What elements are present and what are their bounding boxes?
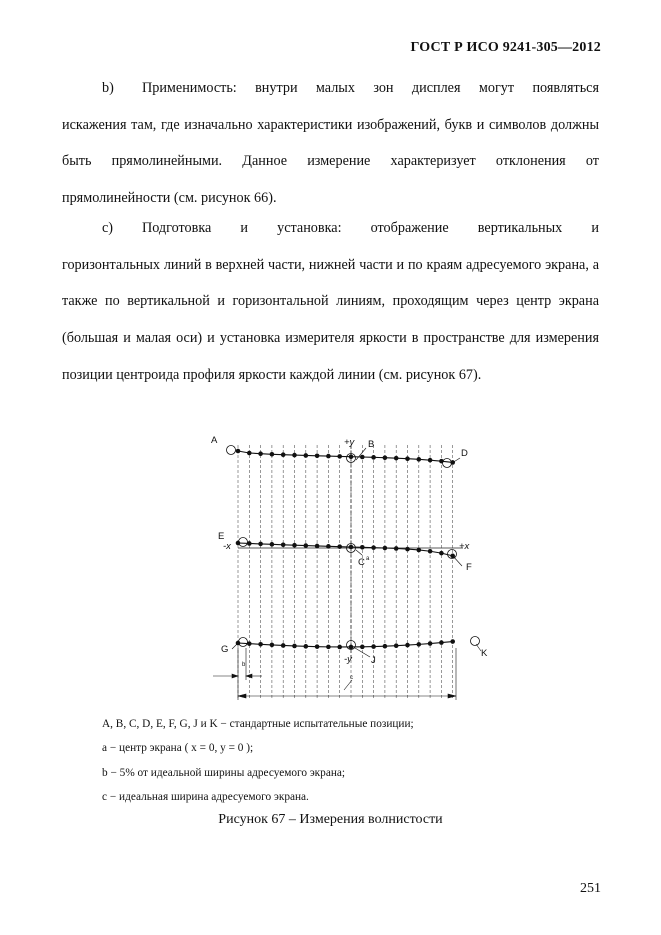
marker-a (227, 446, 236, 455)
document-header: ГОСТ Р ИСО 9241-305—2012 (410, 40, 601, 55)
curve-bottom (236, 639, 455, 649)
c-arrow-right (448, 694, 456, 698)
bottom-curve-point (439, 640, 444, 645)
top-curve-point (281, 452, 286, 457)
bottom-curve-point (360, 645, 365, 650)
middle-curve-point (439, 551, 444, 556)
top-curve-point (349, 454, 354, 459)
paragraph-c-marker: c) (102, 220, 114, 236)
top-curve-point (394, 456, 399, 461)
top-curve-point (371, 455, 376, 460)
top-curve-point (405, 456, 410, 461)
legend-line-4: c − идеальная ширина адресуемого экрана. (102, 791, 309, 803)
top-curve-point (337, 454, 342, 459)
label-c: C (358, 557, 365, 568)
figure-67 (0, 430, 661, 710)
middle-curve-point (417, 548, 422, 553)
label-b: B (368, 439, 375, 450)
paragraph-c (62, 210, 599, 394)
label-g: G (221, 644, 229, 655)
middle-curve-point (383, 546, 388, 551)
middle-curve-point (337, 544, 342, 549)
label-b-dimension: b (242, 662, 246, 668)
paragraph-b-first-line: Применимость: внутри малых зон дисплея могут появляться (142, 80, 599, 96)
middle-curve-point (270, 542, 275, 547)
bottom-curve-point (281, 643, 286, 648)
top-curve-point (417, 457, 422, 462)
label-e: E (218, 531, 225, 542)
bottom-curve-point (326, 645, 331, 650)
middle-curve-point (304, 543, 309, 548)
top-curve-point (304, 453, 309, 458)
bottom-curve-point (383, 644, 388, 649)
top-curve-point (383, 455, 388, 460)
label-minus-x: -x (223, 541, 231, 552)
curve-middle (236, 541, 455, 558)
legend-line-3: b − 5% от идеальной ширины адресуемого экрана; (102, 767, 346, 779)
middle-curve-point (394, 546, 399, 551)
bottom-curve-point (315, 644, 320, 649)
middle-curve-point (258, 542, 263, 547)
bottom-curve-point (405, 643, 410, 648)
label-d: D (461, 448, 468, 459)
label-c-dimension: c (350, 675, 353, 681)
figure-caption: Рисунок 67 – Измерения волнистости (218, 812, 443, 827)
middle-curve-point (315, 544, 320, 549)
bottom-curve-point (394, 643, 399, 648)
paragraph-c-body: горизонтальных линий в верхней части, нижней части и по краям адресуемого экрана, а также по вертикальной и горизонтальной линиям, проходящим через центр экрана (большая и малая оси) и установка измерителя яркости в пространстве для измерения позиции центроида профиля яркости каждой линии (см. рисунок 67). (62, 256, 599, 383)
marker-d (443, 459, 452, 468)
middle-curve-point (292, 543, 297, 548)
top-curve-point (270, 452, 275, 457)
paragraph-b (62, 70, 599, 217)
bottom-curve-point (417, 642, 422, 647)
bottom-curve-point (270, 643, 275, 648)
marker-k (471, 637, 480, 646)
middle-curve-point (281, 542, 286, 547)
bottom-curve-point (258, 642, 263, 647)
leader-lines (232, 448, 481, 657)
middle-curve-point (428, 549, 433, 554)
top-curve-point (258, 451, 263, 456)
waviness-diagram (0, 430, 661, 710)
paragraph-b-body: искажения там, где изначально характеристики изображений, букв и символов должны быть прямолинейными. Данное измерение характеризует отклонения от прямолинейности (см. рисунок 66). (62, 116, 599, 207)
top-curve-point (247, 451, 252, 456)
label-f: F (466, 562, 472, 573)
bottom-curve-point (371, 644, 376, 649)
middle-curve-point (405, 547, 410, 552)
top-curve-point (236, 449, 241, 454)
bottom-curve-point (337, 645, 342, 650)
top-curve-point (292, 453, 297, 458)
b-arrow-left (232, 674, 238, 678)
label-a: A (211, 435, 218, 446)
legend-line-2: a − центр экрана ( x = 0, y = 0 ); (102, 742, 254, 754)
bottom-curve-point (450, 639, 455, 644)
legend-line-1: A, B, C, D, E, F, G, J и K − стандартные испытательные позиции; (102, 718, 414, 730)
middle-curve-point (349, 545, 354, 550)
middle-curve-point (360, 545, 365, 550)
label-plus-y: +y (344, 437, 355, 448)
bottom-curve-point (292, 644, 297, 649)
top-curve-point (428, 458, 433, 463)
middle-curve-point (326, 544, 331, 549)
label-plus-x: +x (459, 541, 470, 552)
top-curve-point (360, 455, 365, 460)
label-c-superscript: a (366, 556, 370, 562)
label-minus-y: -y (344, 654, 352, 665)
top-curve-point (326, 454, 331, 459)
paragraph-c-first-line: Подготовка и установка: отображение вертикальных и (142, 220, 599, 236)
bottom-curve-point (428, 641, 433, 646)
paragraph-b-marker: b) (102, 80, 114, 96)
label-k: K (481, 648, 488, 659)
c-arrow-left (238, 694, 246, 698)
curve-top (236, 449, 455, 465)
bottom-curve-point (349, 645, 354, 650)
bottom-curve-point (304, 644, 309, 649)
middle-curve-point (371, 545, 376, 550)
page-number: 251 (580, 881, 601, 896)
label-j: J (371, 655, 376, 666)
top-curve-point (315, 453, 320, 458)
